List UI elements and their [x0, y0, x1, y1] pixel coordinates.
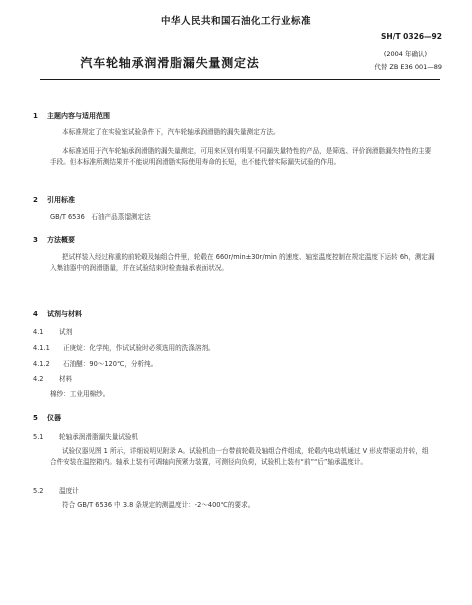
item-number: 4.1: [33, 328, 44, 336]
item-number: 5.1: [33, 433, 44, 441]
item-5-1-text: 试验仪器见图 1 所示，详细说明见附录 A。试验机由一台带前轮毂及轴组合件组成，轮毂内电动机通过 V 形皮带驱动并转，组合件安装在温控箱内。轴承上装有可调轴向预紧力装置，可测径向负荷，试验机上装有“前”“后”轴承温度计。: [50, 447, 429, 466]
section-2-paragraph: GB/T 6536 石油产品蒸馏测定法: [50, 213, 151, 221]
section-title: 方法概要: [47, 236, 75, 244]
item-text: 正庚烷：化学纯，作试试验时必须选用的洗涤溶剂。: [63, 344, 215, 352]
item-4-2: [33, 373, 72, 383]
section-title: 主题内容与适用范围: [47, 112, 110, 120]
section-number: 1: [33, 112, 38, 120]
page-title: 汽车轮轴承润滑脂漏失量测定法: [80, 56, 260, 70]
item-text: 石油醚：90～120℃，分析纯。: [63, 360, 158, 368]
item-text: 温度计: [59, 487, 79, 495]
item-number: 4.2: [33, 375, 44, 383]
item-number: 4.1.2: [33, 360, 50, 368]
item-4-1: [33, 326, 72, 336]
item-4-1-2: [33, 358, 157, 368]
item-5-1: [33, 431, 138, 441]
section-2-heading: [33, 195, 75, 205]
section-number: 4: [33, 310, 38, 318]
section-number: 2: [33, 196, 38, 204]
section-4-heading: [33, 309, 82, 319]
issuer-header: 中华人民共和国石油化工行业标准: [160, 16, 311, 27]
item-text: 试剂: [59, 328, 73, 336]
section-title: 仪器: [47, 414, 61, 422]
replaces-note: 代替 ZB E36 001—89: [374, 63, 442, 71]
item-5-2-text: 符合 GB/T 6536 中 3.8 条规定的测温度计：-2～400℃的要求。: [62, 501, 255, 509]
section-5-heading: [33, 413, 61, 423]
item-5-2: [33, 485, 79, 495]
section-number: 5: [33, 414, 38, 422]
section-1-paragraph-2: 本标准适用于汽车轮轴承润滑脂的漏失量测定，可用来区别有明显不同漏失量特性的产品，是筛选、评价润滑脂漏失特性的主要手段。但本标准所测结果并不能说明润滑脂实际使用寿命的长短，也不能代替实际漏失试验的作用。: [50, 147, 432, 166]
section-title: 试剂与材料: [47, 310, 82, 318]
item-text: 材料: [59, 375, 73, 383]
section-1-paragraph-1: 本标准规定了在实验室试验条件下，汽车轮轴承润滑脂的漏失量测定方法。: [62, 128, 280, 136]
header-rule: [40, 79, 440, 80]
reaffirmed-note: (2004 年确认): [383, 50, 427, 58]
item-4-2-text: 棉纱：工业用棉纱。: [50, 390, 110, 398]
standard-number: SH/T 0326—92: [381, 32, 442, 41]
section-number: 3: [33, 236, 38, 244]
section-3-paragraph: 把试样装入经过称重的前轮毂及轴组合件里，轮毂在 660r/min±30r/min 的速度、轴室温度控制在规定温度下运转 6h，测定漏入集油器中的润滑脂量，并在试验结束时检查轴承表面状况。: [50, 253, 435, 272]
section-1-heading: [33, 111, 110, 121]
item-number: 4.1.1: [33, 344, 50, 352]
section-3-heading: [33, 235, 75, 245]
item-text: 轮轴承润滑脂漏失量试验机: [59, 433, 139, 441]
section-title: 引用标准: [47, 196, 75, 204]
item-number: 5.2: [33, 487, 44, 495]
item-4-1-1: [33, 342, 215, 352]
